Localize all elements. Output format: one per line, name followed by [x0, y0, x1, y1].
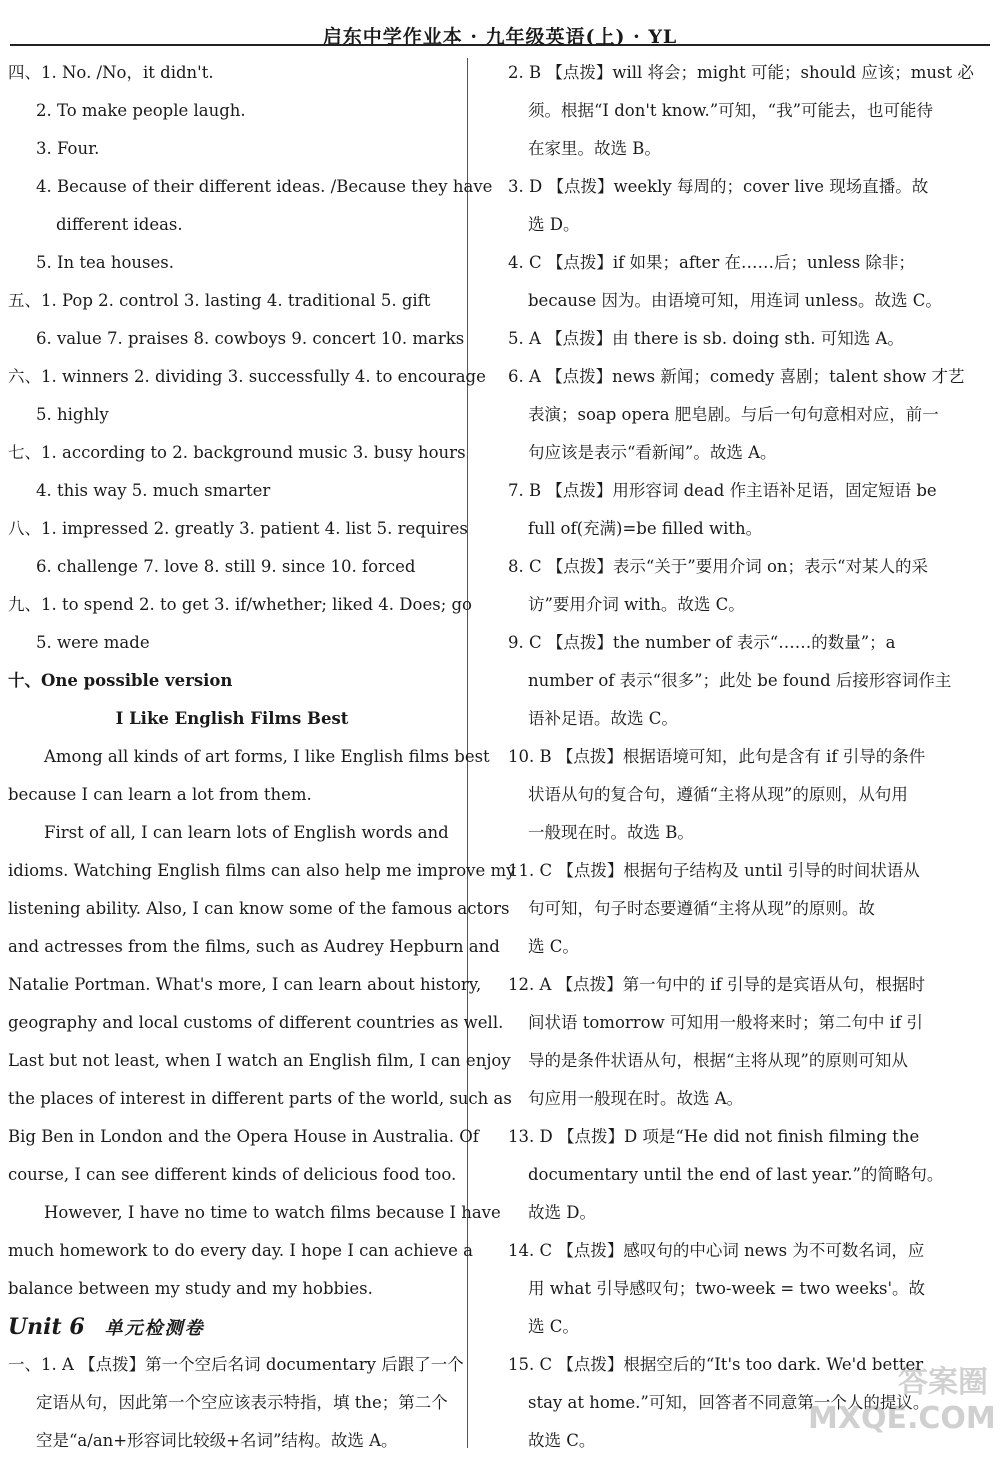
text-line: 11. C 【点拨】根据句子结构及 until 引导的时间状语从 [508, 861, 920, 880]
text-line: 故选 C。 [528, 1431, 596, 1450]
text-line: the places of interest in different parts of the world, such as [8, 1089, 512, 1108]
text-line: 4. Because of their different ideas. /Because they have [36, 177, 493, 196]
text-line: 5. highly [36, 405, 109, 424]
text-line: because 因为。由语境可知，用连词 unless。故选 C。 [528, 291, 942, 310]
text-line: 句应用一般现在时。故选 A。 [528, 1089, 744, 1108]
text-line: 八、1. impressed 2. greatly 3. patient 4. list 5. requires [8, 519, 468, 538]
text-line: 6. value 7. praises 8. cowboys 9. concert 10. marks [36, 329, 465, 348]
text-line: 5. In tea houses. [36, 253, 174, 272]
text-line: 须。根据“I don't know.”可知，“我”可能去，也可能待 [528, 101, 934, 120]
watermark-line-1: 答案圈 [898, 1365, 988, 1400]
text-line: 句可知，句子时态要遵循“主将从现”的原则。故 [528, 899, 875, 918]
text-line: 5. were made [36, 633, 150, 652]
text-line: 4. this way 5. much smarter [36, 481, 271, 500]
text-line: geography and local customs of different countries as well. [8, 1013, 504, 1032]
unit-heading [8, 1308, 456, 1346]
unit-title: Unit 6 [8, 1314, 85, 1340]
text-line: because I can learn a lot from them. [8, 785, 312, 804]
text-line: 四、1. No. /No，it didn't. [8, 63, 214, 82]
left-column [8, 54, 516, 1460]
text-line: listening ability. Also, I can know some of the famous actors [8, 899, 510, 918]
text-line: 13. D 【点拨】D 项是“He did not finish filming the [508, 1127, 920, 1146]
text-line: 状语从句的复合句，遵循“主将从现”的原则，从句用 [528, 785, 908, 804]
text-line: 导的是条件状语从句，根据“主将从现”的原则可知从 [528, 1051, 908, 1070]
text-line: 10. B 【点拨】根据语境可知，此句是含有 if 引导的条件 [508, 747, 926, 766]
page-header-title: 启东中学作业本 · 九年级英语(上) · YL [322, 26, 678, 48]
unit-subtitle: 单元检测卷 [104, 1318, 205, 1339]
text-line: much homework to do every day. I hope I can achieve a [8, 1241, 473, 1260]
text-line: I Like English Films Best [115, 709, 349, 728]
text-line: course, I can see different kinds of delicious food too. [8, 1165, 457, 1184]
text-line: 定语从句，因此第一个空应该表示特指，填 the；第二个 [36, 1393, 448, 1412]
watermark-line-2: MXQE.COM [808, 1401, 996, 1436]
text-line: 3. Four. [36, 139, 100, 158]
text-line: idioms. Watching English films can also help me improve my [8, 861, 516, 880]
page-header [0, 0, 1000, 46]
text-line: 选 C。 [528, 937, 579, 956]
text-line: 故选 D。 [528, 1203, 596, 1222]
watermark-logo [808, 1365, 996, 1445]
text-line: 12. A 【点拨】第一句中的 if 引导的是宾语从句，根据时 [508, 975, 926, 994]
text-line: 用 what 引导感叹句；two-week = two weeks'。故 [528, 1279, 926, 1298]
text-line: 6. A 【点拨】news 新闻；comedy 喜剧；talent show 才艺 [508, 367, 965, 386]
text-line: 7. B 【点拨】用形容词 dead 作主语补足语，固定短语 be [508, 481, 937, 500]
text-line: 九、1. to spend 2. to get 3. if/whether; liked 4. Does; go [8, 595, 472, 614]
text-line: Big Ben in London and the Opera House in Australia. Of [8, 1127, 479, 1146]
text-line: However, I have no time to watch films because I have [44, 1203, 501, 1222]
text-line: 2. To make people laugh. [36, 101, 246, 120]
text-line: balance between my study and my hobbies. [8, 1279, 373, 1298]
text-line: stay at home.”可知，回答者不同意第一个人的提议。 [528, 1393, 930, 1412]
text-line: 14. C 【点拨】感叹句的中心词 news 为不可数名词，应 [508, 1241, 925, 1260]
text-line: 在家里。故选 B。 [528, 139, 661, 158]
text-line: 5. A 【点拨】由 there is sb. doing sth. 可知选 A。 [508, 329, 904, 348]
text-line: 选 D。 [528, 215, 580, 234]
text-line: 十、One possible version [8, 671, 233, 690]
text-line: 空是“a/an+形容词比较级+名词”结构。故选 A。 [36, 1431, 398, 1450]
text-line: 3. D 【点拨】weekly 每周的；cover live 现场直播。故 [508, 177, 929, 196]
text-line: 4. C 【点拨】if 如果；after 在……后；unless 除非； [508, 253, 915, 272]
text-line: 2. B 【点拨】will 将会；might 可能；should 应该；must 必 [508, 63, 974, 82]
text-line: number of 表示“很多”；此处 be found 后接形容词作主 [528, 671, 952, 690]
text-line: and actresses from the films, such as Audrey Hepburn and [8, 937, 500, 956]
left-column-lines [8, 54, 516, 1308]
text-line: Last but not least, when I watch an English film, I can enjoy [8, 1051, 511, 1070]
left-column-tail-lines [8, 1346, 464, 1460]
text-line: 表演；soap opera 肥皂剧。与后一句句意相对应，前一 [528, 405, 939, 424]
text-line: 六、1. winners 2. dividing 3. successfully 4. to encourage [8, 367, 486, 386]
text-line: First of all, I can learn lots of English words and [44, 823, 449, 842]
text-line: 句应该是表示“看新闻”。故选 A。 [528, 443, 777, 462]
text-line: 8. C 【点拨】表示“关于”要用介词 on；表示“对某人的采 [508, 557, 928, 576]
text-line: 访”要用介词 with。故选 C。 [528, 595, 745, 614]
text-line: Among all kinds of art forms, I like English films best [44, 747, 490, 766]
text-line: 五、1. Pop 2. control 3. lasting 4. traditional 5. gift [8, 291, 431, 310]
header-rule [10, 44, 990, 46]
text-line: 间状语 tomorrow 可知用一般将来时；第二句中 if 引 [528, 1013, 923, 1032]
text-line: 15. C 【点拨】根据空后的“It's too dark. We'd better [508, 1355, 924, 1374]
text-line: Natalie Portman. What's more, I can learn about history, [8, 975, 482, 994]
text-line: 语补足语。故选 C。 [528, 709, 678, 728]
text-line: 一、1. A 【点拨】第一个空后名词 documentary 后跟了一个 [8, 1355, 464, 1374]
text-line: 9. C 【点拨】the number of 表示“……的数量”；a [508, 633, 896, 652]
text-line: different ideas. [56, 215, 183, 234]
text-line: 七、1. according to 2. background music 3. busy hours [8, 443, 466, 462]
text-line: documentary until the end of last year.”的简略句。 [528, 1165, 944, 1184]
text-line: 6. challenge 7. love 8. still 9. since 10. forced [36, 557, 416, 576]
text-line: 一般现在时。故选 B。 [528, 823, 694, 842]
text-line: full of(充满)=be filled with。 [528, 519, 763, 538]
text-line: 选 C。 [528, 1317, 579, 1336]
